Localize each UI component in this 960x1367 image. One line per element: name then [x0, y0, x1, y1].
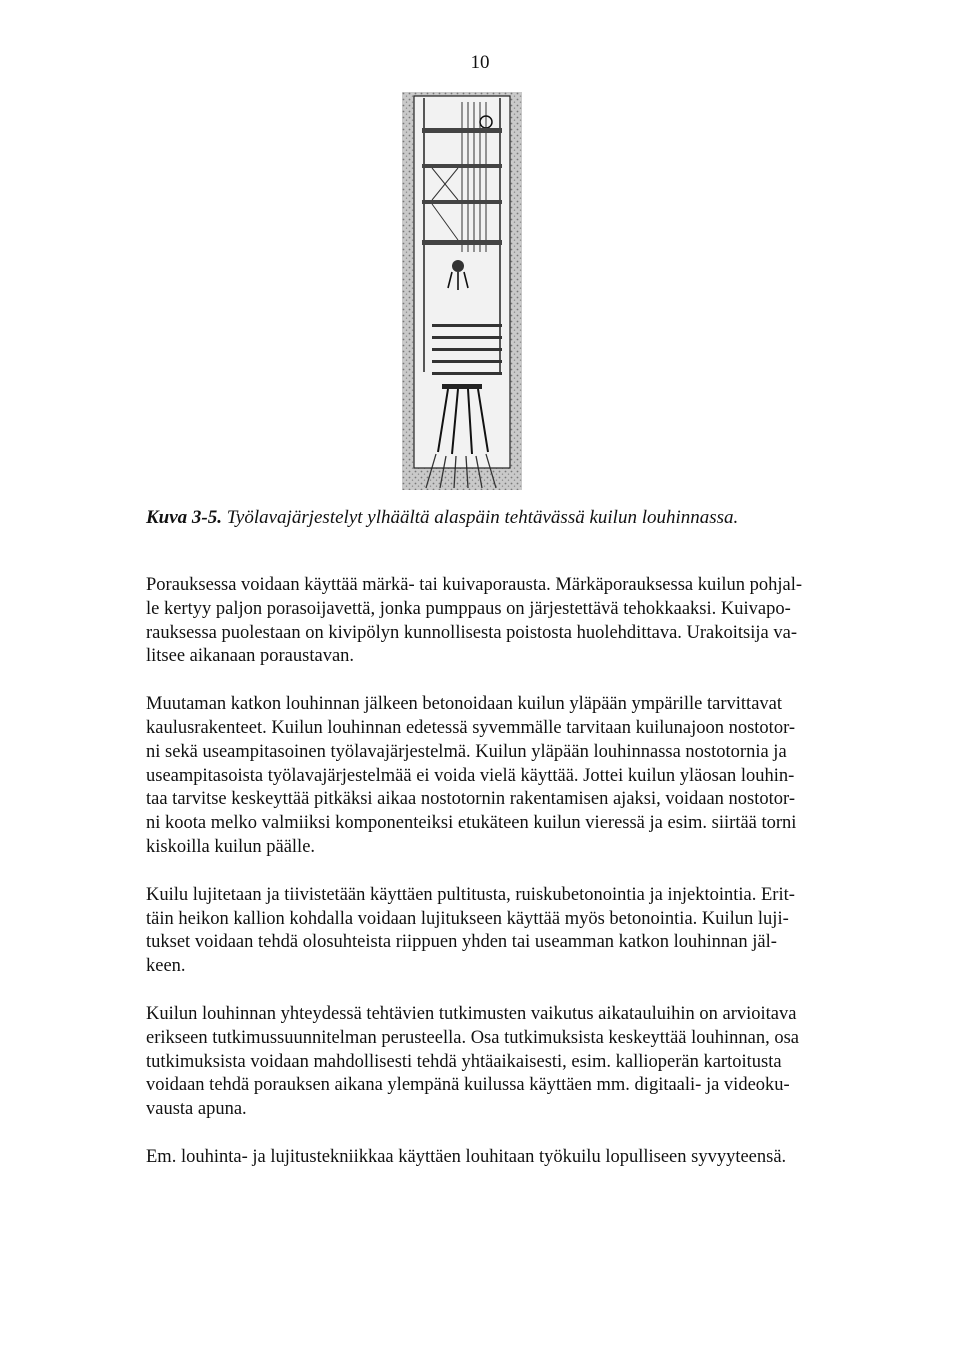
- text-line: useampitasoista työlavajärjestelmää ei voida vielä käyttää. Jottei kuilun yläosan louhin-: [146, 765, 795, 786]
- text-line: täin heikon kallion kohdalla voidaan lujitukseen käyttää myös betonointia. Kuilun luji-: [146, 908, 789, 929]
- page-number: 10: [470, 52, 490, 73]
- text-line: Kuilu lujitetaan ja tiivistetään käyttäen pultitusta, ruiskubetonointia ja injektointia. Erit-: [146, 884, 795, 905]
- text-line: Em. louhinta- ja lujitustekniikkaa käyttäen louhitaan työkuilu lopulliseen syvyyteensä.: [146, 1146, 787, 1167]
- text-line: taa tarvitse keskeyttää pitkäksi aikaa nostotornin rakentamisen ajaksi, voidaan nostotor-: [146, 789, 795, 810]
- text-line: Kuilun louhinnan yhteydessä tehtävien tutkimusten vaikutus aikatauluihin on arvioitava: [146, 1003, 797, 1024]
- paragraph-reinforcement: [146, 884, 812, 979]
- text-line: litsee aikanaan poraustavan.: [146, 646, 355, 667]
- text-line: erikseen tutkimussuunnitelman perusteella. Osa tutkimuksista keskeyttää louhinnan, osa: [146, 1027, 800, 1048]
- text-line: kiskoilla kuilun päälle.: [146, 836, 316, 857]
- text-line: ni koota melko valmiiksi komponenteiksi etukäteen kuilun vieressä ja esim. siirtää torni: [146, 813, 797, 834]
- text-line: ni sekä useampitasoinen työlavajärjestelmä. Kuilun yläpään louhinnassa nostotornia ja: [146, 741, 787, 762]
- paragraph-drilling: [146, 574, 812, 669]
- paragraph-final-depth: [146, 1146, 812, 1170]
- text-line: tutkimuksista voidaan mahdollisesti tehdä yhtäaikaisesti, esim. kallioperän kartoitusta: [146, 1051, 782, 1072]
- paragraph-research: [146, 1003, 812, 1122]
- body-text: [146, 574, 812, 1194]
- figure-caption: [146, 505, 826, 531]
- shaft-drawing: [402, 92, 522, 490]
- text-line: rauksessa puolestaan on kivipölyn kunnollisesta poistosta huolehdittava. Urakoitsija va-: [146, 622, 797, 643]
- text-line: tukset voidaan tehdä olosuhteista riippuen yhden tai useamman katkon louhinnan jäl-: [146, 932, 777, 953]
- caption-text: Työlavajärjestelyt ylhäältä alaspäin tehtävässä kuilun louhinnassa.: [226, 507, 739, 528]
- text-line: le kertyy paljon porasoijavettä, jonka pumppaus on järjestettävä tehokkaaksi. Kuivapo-: [146, 598, 791, 619]
- text-line: keen.: [146, 956, 186, 977]
- text-line: Porauksessa voidaan käyttää märkä- tai kuivaporausta. Märkäporauksessa kuilun pohjal-: [146, 575, 803, 595]
- paragraph-collar-structures: [146, 693, 812, 860]
- caption-label: Kuva 3-5.: [146, 507, 222, 528]
- text-line: kaulusrakenteet. Kuilun louhinnan edetessä syvemmälle tarvitaan kuilunajoon nostotor-: [146, 717, 796, 738]
- text-line: vausta apuna.: [146, 1099, 247, 1120]
- text-line: voidaan tehdä porauksen aikana ylempänä kuilussa käyttäen mm. digitaali- ja videoku-: [146, 1075, 790, 1096]
- text-line: Muutaman katkon louhinnan jälkeen betonoidaan kuilun yläpään ympärille tarvittavat: [146, 694, 783, 715]
- shaft-work-platform-figure: [402, 92, 522, 490]
